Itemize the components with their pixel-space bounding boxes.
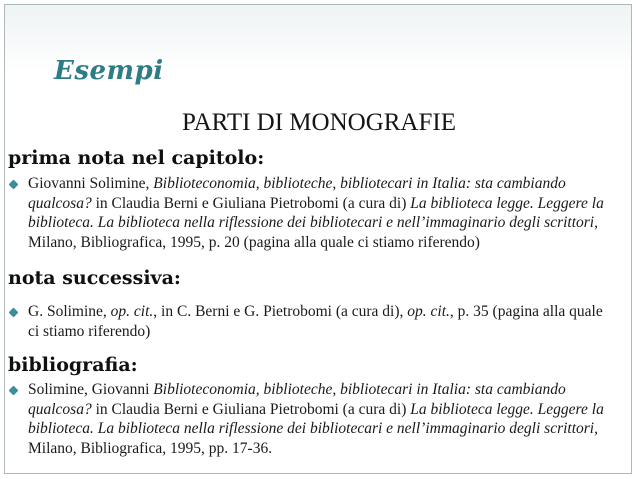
italic-text-run: La biblioteca legge. Leggere la biblioteca. La biblioteca nella riflessione dei bibliotecari e nell’immaginario degli scrittori,: [28, 194, 604, 231]
italic-text-run: Biblioteconomia, biblioteche, bibliotecari in Italia: sta cambiando qualcosa?: [28, 175, 566, 212]
bullet-text: [28, 380, 616, 458]
bullet-text: [28, 302, 616, 341]
text-run: , p. 35 (pagina alla quale ci stiamo riferendo): [28, 303, 603, 340]
text-run: Milano, Bibliografica, 1995, pp. 17-36.: [28, 439, 273, 457]
text-run: in Claudia Berni e Giuliana Pietrobomi (a cura di): [91, 400, 411, 418]
text-run: Milano, Bibliografica, 1995, p. 20 (pagina alla quale ci stiamo riferendo): [28, 233, 480, 251]
text-run: G. Solimine,: [28, 303, 111, 320]
italic-text-run: Biblioteconomia, biblioteche, bibliotecari in Italia: sta cambiando qualcosa?: [28, 381, 566, 418]
bullet-item-prima-nota: [10, 174, 616, 252]
bullet-text: [28, 174, 616, 252]
italic-text-run: La biblioteca legge. Leggere la biblioteca. La biblioteca nella riflessione dei bibliotecari e nell’immaginario degli scrittori,: [28, 400, 604, 437]
section-heading-nota-successiva: nota successiva:: [8, 267, 181, 289]
bullet-item-nota-successiva: [10, 302, 616, 341]
section-heading-prima-nota: prima nota nel capitolo:: [8, 147, 265, 169]
text-run: , in C. Berni e G. Pietrobomi (a cura di),: [153, 303, 408, 320]
text-run: Solimine, Giovanni: [28, 381, 154, 398]
italic-text-run: op. cit.: [110, 303, 154, 320]
slide-subtitle: PARTI DI MONOGRAFIE: [182, 109, 456, 136]
bullet-diamond-icon: [9, 180, 19, 190]
text-run: Giovanni Solimine,: [28, 175, 154, 192]
bullet-diamond-icon: [9, 386, 19, 396]
bullet-diamond-icon: [9, 308, 19, 318]
italic-text-run: op. cit.: [407, 303, 450, 320]
section-heading-bibliografia: bibliografia:: [8, 354, 138, 376]
slide-title: Esempi: [54, 56, 164, 86]
bullet-item-bibliografia: [10, 380, 616, 458]
text-run: in Claudia Berni e Giuliana Pietrobomi (a cura di): [91, 194, 411, 212]
